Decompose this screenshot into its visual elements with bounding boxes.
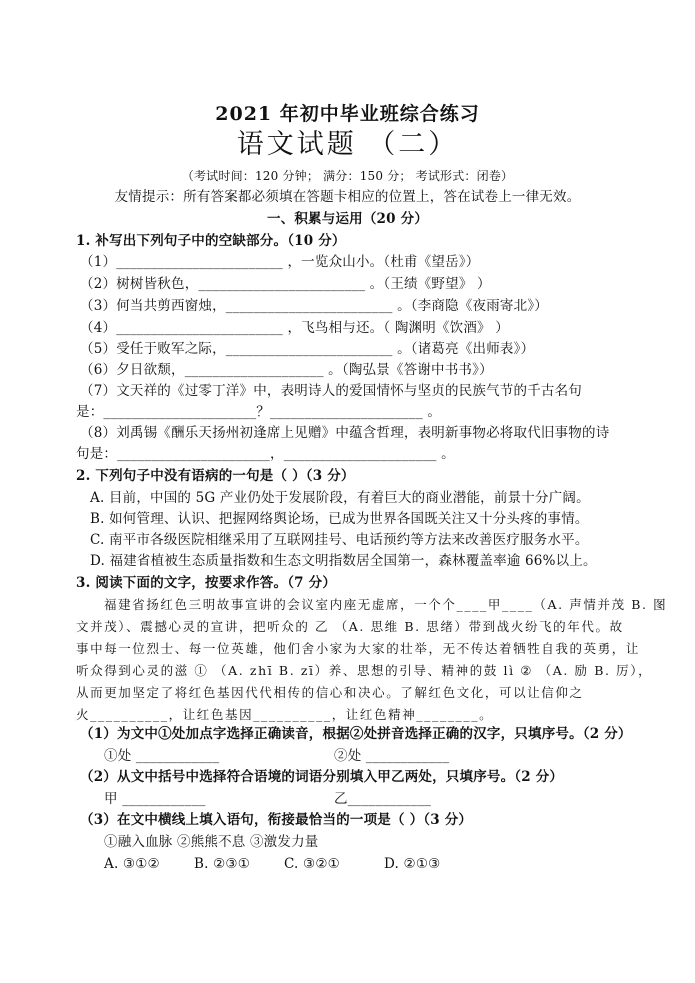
q3-sub3: （3）在文中横线上填入语句，衔接最恰当的一项是（ ）（3 分） [80,812,473,828]
q2-option-b: B. 如何管理、认识、把握网络舆论场，已成为世界各国既关注又十分头疼的事情。 [90,511,589,527]
section-heading: 一、积累与运用（20 分） [266,211,429,227]
q3-choice-b: B. ②③① [194,856,251,872]
q1-line-2: （2）树树皆秋色，________________________ 。（王绩《野望》 ） [80,276,491,292]
q3-sub1: （1）为文中①处加点字选择正确读音，根据②处拼音选择正确的汉字，只填序号。（2 分） [80,726,632,742]
q1-line-10: 句是：______________________，______________________ 。 [76,446,455,462]
q1-line-3: （3）何当共剪西窗烛，________________________ 。（李商隐《夜雨寄北》） [80,298,548,314]
q3-sub2: （2）从文中括号中选择符合语境的词语分别填入甲乙两处，只填序号。（2 分） [80,769,564,785]
q2-option-a: A. 目前，中国的 5G 产业仍处于发展阶段，有着巨大的商业潜能，前景十分广阔。 [90,490,590,506]
q1-line-7: （7）文天祥的《过零丁洋》中，表明诗人的爱国情怀与坚贞的民族气节的千古名句 [80,383,582,399]
q1-line-4: （4）________________________ ，飞鸟相与还。（ 陶渊明《饮酒》 ） [80,320,509,336]
q1-line-1: （1）________________________ ，一览众山小。（杜甫《望岳》） [80,254,480,270]
exam-title: 2021 年初中毕业班综合练习 [215,103,480,125]
q2-title: 2. 下列句子中没有语病的一句是（ ）（3 分） [76,468,355,484]
q3-passage-line-3: 事中每一位烈士、每一位英雄，他们舍小家为大家的壮举，无不传达着牺牲自我的英勇，让 [76,641,641,656]
q3-passage-line-6: 火__________，让红色基因__________，让红色精神________。 [76,707,494,722]
q1-title: 1. 补写出下列句子中的空缺部分。（10 分） [76,233,346,249]
q1-line-8: 是：______________________？______________________ 。 [76,404,442,420]
exam-info: （考试时间：120 分钟； 满分：150 分； 考试形式：闭卷） [181,169,514,183]
q3-choice-c: C. ③②① [284,856,340,872]
q3-title: 3. 阅读下面的文字，按要求作答。（7 分） [76,575,337,591]
q1-line-9: （8）刘禹锡《酬乐天扬州初逢席上见赠》中蕴含哲理，表明新事物必将取代旧事物的诗 [80,425,610,441]
q3-sub2-blank1: 甲 ____________ [104,791,206,807]
q3-sub1-blank2: ②处 ____________ [334,748,450,764]
q1-line-6: （6）夕日欲颓，____________________ 。（陶弘景《答谢中书书》） [80,362,493,378]
q3-passage-line-4: 听众得到心灵的滋 ① （A. zhī B. zī）养、思想的引导、精神的鼓 lì ② （A. 励 B. 厉）， [76,663,653,678]
q1-line-5: （5）受任于败军之际，________________________ 。（诸葛亮《出师表》） [80,341,535,357]
exam-subtitle: 语文试题 （二） [236,129,459,160]
q3-choice-d: D. ②①③ [384,856,441,872]
q3-passage-line-2: 文并茂）、震撼心灵的宣讲，把听众的 乙 （A. 思维 B. 思绪）带到战火纷飞的年代。故 [76,619,624,634]
q3-passage-line-5: 从而更加坚定了将红色基因代代相传的信心和决心。了解红色文化，可以让信仰之 [76,685,584,700]
exam-notice: 友情提示：所有答案都必须填在答题卡相应的位置上，答在试卷上一律无效。 [114,189,581,205]
q2-option-c: C. 南平市各级医院相继采用了互联网挂号、电话预约等方法来改善医疗服务水平。 [90,532,589,548]
q2-option-d: D. 福建省植被生态质量指数和生态文明指数居全国第一，森林覆盖率逾 66%以上。 [90,553,597,569]
q3-passage-line-1: 福建省扬红色三明故事宣讲的会议室内座无虚席，一个个____甲____（A. 声情并茂 B. 图 [104,597,668,612]
q3-choice-a: A. ③①② [104,856,160,872]
q3-sub2-blank2: 乙____________ [334,791,432,807]
q3-phrases: ①融入血脉 ②熊熊不息 ③激发力量 [104,834,319,850]
q3-sub1-blank1: ①处 ____________ [104,748,220,764]
